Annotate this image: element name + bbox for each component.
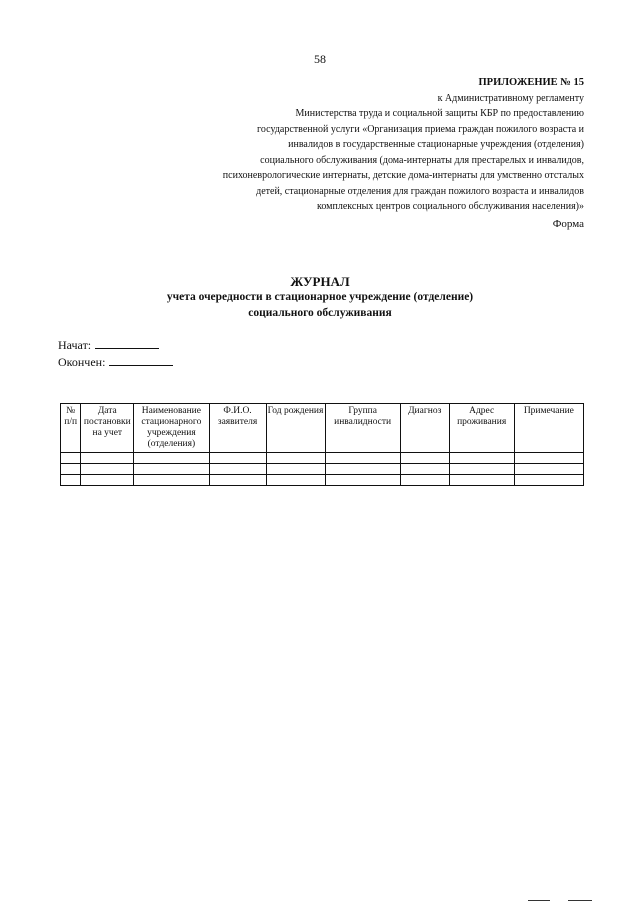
column-header: Год рождения	[266, 404, 325, 453]
appendix-line: комплексных центров социального обслуживания населения)»	[317, 201, 584, 212]
table-row	[61, 475, 584, 486]
footer-mark	[528, 900, 550, 901]
journal-dates	[58, 337, 173, 371]
appendix-line: к Административному регламенту	[437, 92, 584, 104]
title-line-3: социального обслуживания	[248, 306, 392, 319]
started-label: Начат:	[58, 338, 92, 352]
column-header: Диагноз	[400, 404, 449, 453]
appendix-block	[114, 75, 584, 215]
appendix-line: детей, стационарные отделения для граждан пожилого возраста и инвалидов	[256, 185, 584, 197]
form-label: Форма	[552, 218, 584, 230]
title-line-1: ЖУРНАЛ	[290, 274, 350, 289]
table-row	[61, 464, 584, 475]
appendix-heading: ПРИЛОЖЕНИЕ № 15	[478, 77, 584, 88]
started-blank	[95, 337, 159, 349]
column-header: Адрес проживания	[449, 404, 514, 453]
column-header: Группа инвалидности	[325, 404, 400, 453]
appendix-line: инвалидов в государственные стационарные учреждения (отделения)	[288, 139, 584, 150]
journal-table	[60, 403, 584, 486]
journal-title	[0, 274, 640, 321]
finished-label: Окончен:	[58, 355, 106, 369]
column-header: Дата постановки на учет	[81, 404, 134, 453]
appendix-line: социального обслуживания (дома-интернаты для престарелых и инвалидов,	[260, 154, 584, 166]
column-header: Ф.И.О. заявителя	[209, 404, 266, 453]
column-header: № п/п	[61, 404, 81, 453]
title-line-2: учета очередности в стационарное учреждение (отделение)	[166, 291, 474, 303]
table-header-row	[61, 404, 584, 453]
table-row	[61, 453, 584, 464]
page-number: 58	[314, 52, 326, 66]
column-header: Наименование стационарного учреждения (отделения)	[134, 404, 209, 453]
appendix-line: Министерства труда и социальной защиты КБР по предоставлению	[295, 108, 584, 119]
footer-mark	[568, 900, 592, 901]
appendix-line: психоневрологические интернаты, детские дома-интернаты для умственно отсталых	[222, 170, 584, 181]
column-header: Примечание	[514, 404, 583, 453]
finished-blank	[109, 354, 173, 366]
appendix-line: государственной услуги «Организация приема граждан пожилого возраста и	[257, 123, 584, 135]
